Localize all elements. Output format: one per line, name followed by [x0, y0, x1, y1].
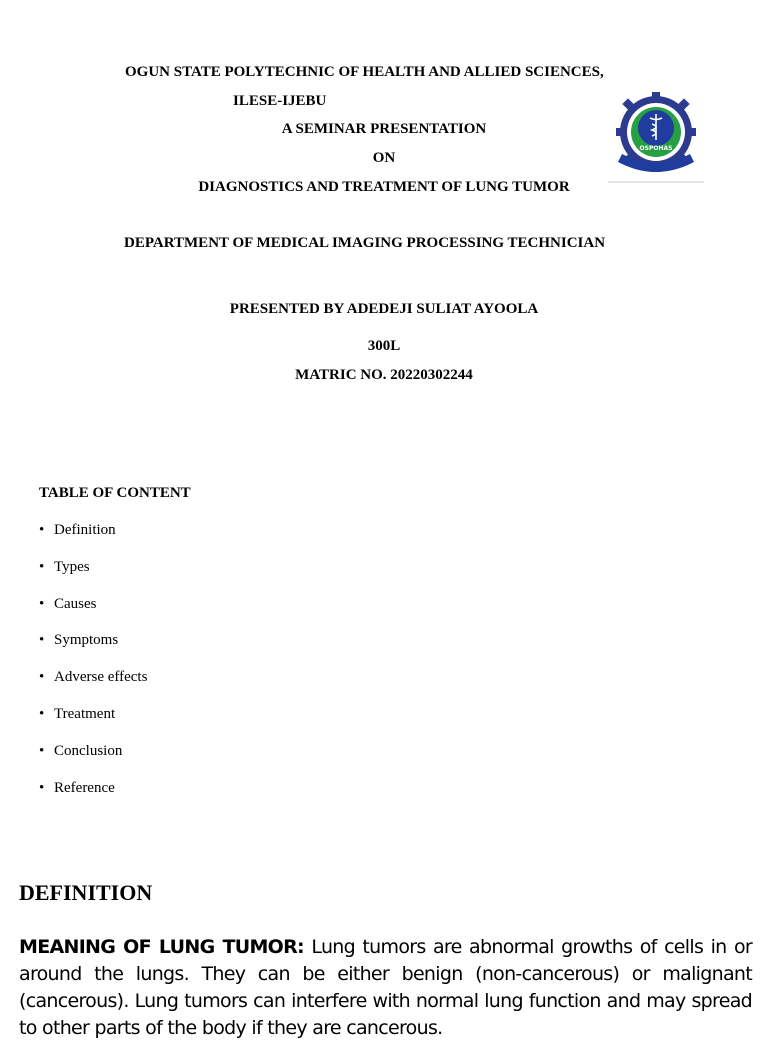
toc-item-label: Types	[54, 558, 90, 575]
bullet-icon: •	[39, 632, 45, 649]
logo-text: OSPOHAS	[639, 145, 673, 152]
toc-item-label: Conclusion	[54, 742, 123, 759]
toc-item-label: Causes	[54, 595, 97, 612]
presenter-name: PRESENTED BY ADEDEJI SULIAT AYOOLA	[229, 301, 539, 317]
department-name: DEPARTMENT OF MEDICAL IMAGING PROCESSING TECHNICIAN	[124, 235, 606, 251]
student-level: 300L	[367, 338, 401, 354]
toc-item-label: Reference	[54, 779, 115, 796]
bullet-icon: •	[39, 522, 45, 538]
toc-title: TABLE OF CONTENT	[39, 485, 191, 501]
toc-item-label: Symptoms	[54, 632, 119, 649]
bullet-icon: •	[39, 669, 45, 686]
matric-number: MATRIC NO. 20220302244	[295, 367, 473, 383]
bullet-icon: •	[39, 595, 45, 612]
toc-item	[39, 778, 147, 815]
toc-item	[39, 667, 147, 704]
toc-item-label: Treatment	[54, 705, 116, 722]
institution-logo	[608, 88, 704, 184]
bullet-icon: •	[39, 742, 45, 759]
toc-item	[39, 557, 147, 594]
toc-list	[39, 520, 147, 814]
definition-label: MEANING OF LUNG TUMOR:	[19, 936, 304, 958]
institution-location: ILESE-IJEBU	[233, 93, 327, 109]
definition-paragraph	[19, 934, 752, 1042]
on-label: ON	[372, 150, 396, 166]
toc-item	[39, 630, 147, 667]
definition-text: Lung tumors are abnormal growths of cells in or around the lungs. They can be either benign (non-cancerous) or malignant (cancerous). Lung tumors can interfere with normal lung function and may spread to other parts of the body if they are cancerous.	[19, 936, 752, 1039]
bullet-icon: •	[39, 779, 45, 796]
toc-item	[39, 520, 147, 557]
bullet-icon: •	[39, 705, 45, 722]
toc-item	[39, 594, 147, 631]
definition-heading: DEFINITION	[19, 880, 153, 905]
presentation-type: A SEMINAR PRESENTATION	[281, 121, 487, 137]
bullet-icon: •	[39, 558, 45, 575]
seminar-topic: DIAGNOSTICS AND TREATMENT OF LUNG TUMOR	[198, 179, 570, 195]
toc-item	[39, 741, 147, 778]
toc-item-label: Adverse effects	[54, 669, 148, 686]
institution-name: OGUN STATE POLYTECHNIC OF HEALTH AND ALLIED SCIENCES,	[125, 64, 604, 80]
toc-item-label: Definition	[54, 522, 116, 538]
toc-item	[39, 704, 147, 741]
